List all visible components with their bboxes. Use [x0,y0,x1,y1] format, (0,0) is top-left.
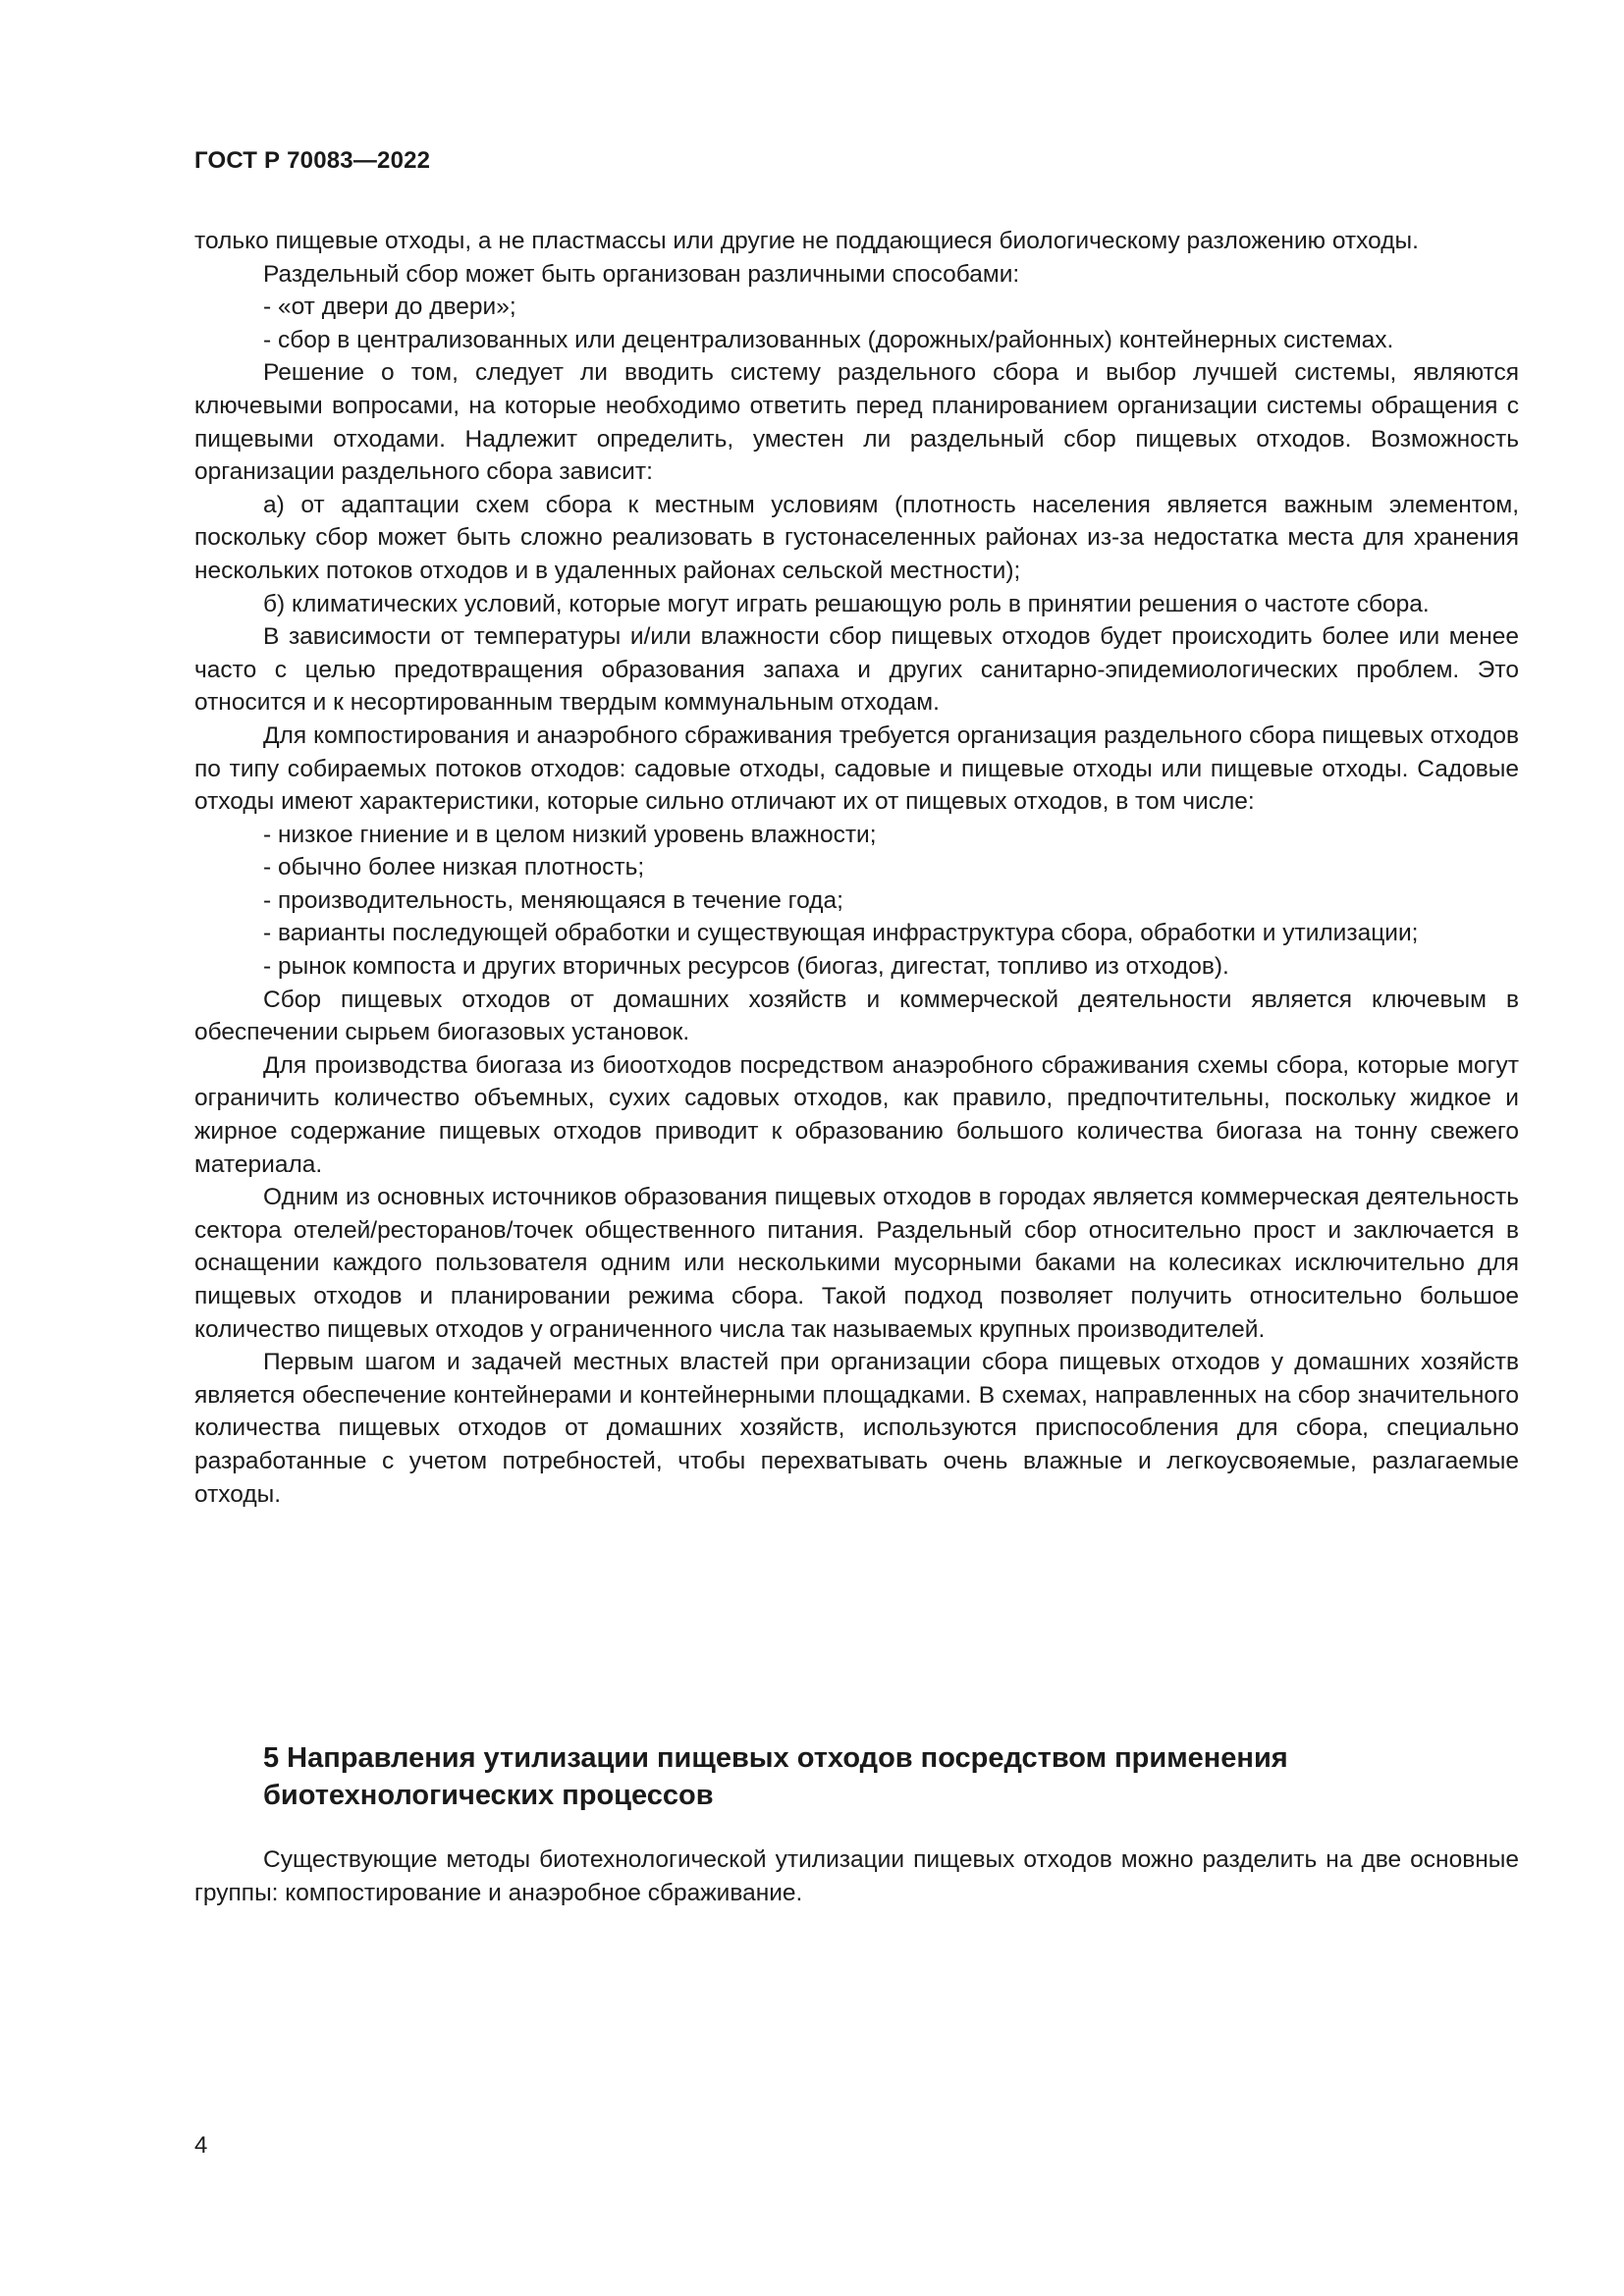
paragraph: Одним из основных источников образования пищевых отходов в городах является коммерческая деятельность сектора отелей/ресторанов/точек общественного питания. Раздельный сбор относительно прост и заключается в оснащении каждого пользователя одним или несколькими мусорными баками на колесиках исключительно для пищевых отходов и планировании режима сбора. Такой подход позволяет получить относительно большое количество пищевых отходов у ограниченного числа так называемых крупных производителей. [194,1184,1519,1343]
list-item: - сбор в централизованных или децентрализованных (дорожных/районных) контейнерных системах. [263,326,1394,353]
list-item: - «от двери до двери»; [263,294,516,321]
body-text [194,225,1519,1511]
paragraph: Для компостирования и анаэробного сбраживания требуется организация раздельного сбора пищевых отходов по типу собираемых потоков отходов: садовые отходы, садовые и пищевые отходы или пищевые отходы. Садовые отходы имеют характеристики, которые сильно отличают их от пищевых отходов, в том числе: [194,721,1519,816]
paragraph: Раздельный сбор может быть организован различными способами: [263,260,1020,288]
paragraph: Первым шагом и задачей местных властей при организации сбора пищевых отходов у домашних хозяйств является обеспечение контейнерами и контейнерными площадками. В схемах, направленных на сбор значительного количества пищевых отходов от домашних хозяйств, используются приспособления для сбора, специально разработанные с учетом потребностей, чтобы перехватывать очень влажные и легкоусвояемые, разлагаемые отходы. [194,1349,1519,1508]
paragraph: Для производства биогаза из биоотходов посредством анаэробного сбраживания схемы сбора, которые могут ограничить количество объемных, сухих садовых отходов, как правило, предпочтительны, поскольку жидкое и жирное содержание пищевых отходов приводит к образованию большого количества биогаза на тонну свежего материала. [194,1051,1519,1178]
paragraph: Сбор пищевых отходов от домашних хозяйств и коммерческой деятельности является ключевым в обеспечении сырьем биогазовых установок. [194,986,1519,1046]
paragraph: Решение о том, следует ли вводить систему раздельного сбора и выбор лучшей системы, являются ключевыми вопросами, на которые необходимо ответить перед планированием организации системы обращения с пищевыми отходами. Надлежит определить, уместен ли раздельный сбор пищевых отходов. Возможность организации раздельного сбора зависит: [194,359,1519,486]
paragraph-continuation: только пищевые отходы, а не пластмассы или другие не поддающиеся биологическому разложению отходы. [194,228,1419,254]
list-item: - обычно более низкая плотность; [263,854,645,881]
list-item: - производительность, меняющаяся в течение года; [263,886,843,914]
paragraph: Существующие методы биотехнологической утилизации пищевых отходов можно разделить на две основные группы: компостирование и анаэробное сбраживание. [194,1846,1519,1906]
list-item: - варианты последующей обработки и существующая инфраструктура сбора, обработки и утилизации; [263,920,1419,947]
page-number: 4 [194,2132,208,2159]
section-body [194,1843,1519,1909]
list-item: б) климатических условий, которые могут играть решающую роль в принятии решения о частоте сбора. [263,590,1430,617]
document-code-header: ГОСТ Р 70083—2022 [194,147,431,174]
list-item: - низкое гниение и в целом низкий уровень влажности; [263,821,877,848]
list-item: - рынок компоста и других вторичных ресурсов (биогаз, дигестат, топливо из отходов). [263,953,1229,981]
paragraph: В зависимости от температуры и/или влажности сбор пищевых отходов будет происходить более или менее часто с целью предотвращения образования запаха и других санитарно-эпидемиологических проблем. Это относится и к несортированным твердым коммунальным отходам. [194,623,1519,717]
list-item: а) от адаптации схем сбора к местным условиям (плотность населения является важным элементом, поскольку сбор может быть сложно реализовать в густонаселенных районах из-за недостатка места для хранения нескольких потоков отходов и в удаленных районах сельской местности); [194,491,1519,584]
section-heading: 5 Направления утилизации пищевых отходов посредством применения биотехнологических процессов [263,1742,1288,1811]
